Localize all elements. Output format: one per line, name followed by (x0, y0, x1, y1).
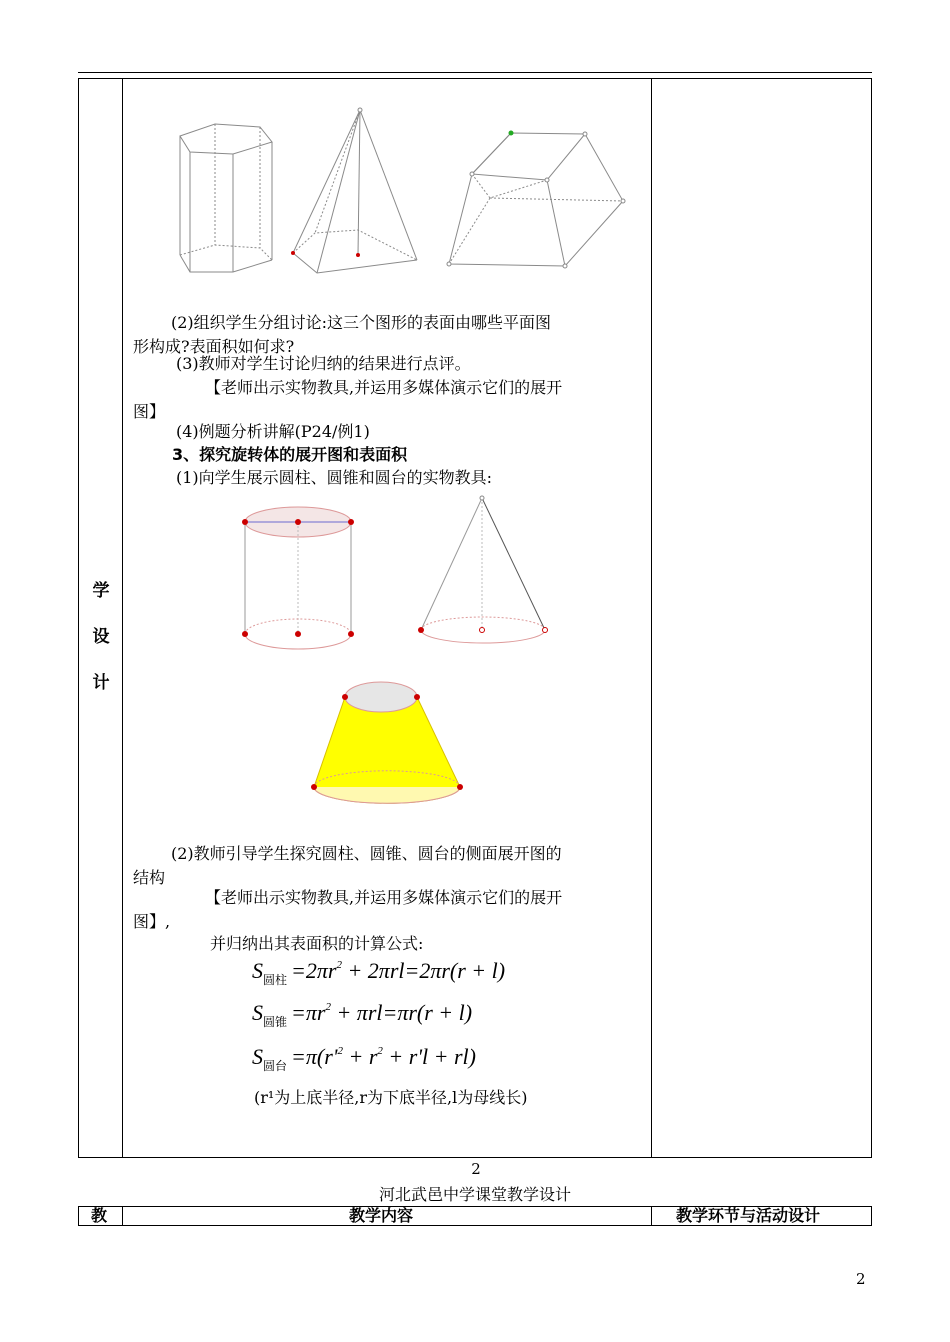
top-rule (78, 72, 872, 73)
next-table-header (78, 1206, 872, 1226)
side-label-char-2: 设 (92, 627, 110, 647)
section-heading-3: 3、探究旋转体的展开图和表面积 (172, 445, 408, 464)
side-label-char-3: 计 (92, 673, 110, 693)
hexagonal-prism (180, 124, 272, 272)
cone (418, 496, 548, 643)
col-divider-left (122, 78, 123, 1158)
paragraph-formula-intro: 并归纳出其表面积的计算公式: (210, 934, 424, 953)
frustum-of-pyramid (447, 131, 625, 269)
formula-frustum-area: $S_{圆台} =\pi(r'^2 + r^2 + r'l + rl)$ (252, 1044, 476, 1073)
school-title: 河北武邑中学课堂教学设计 (378, 1185, 571, 1204)
page-number-center: 2 (471, 1160, 481, 1178)
formula-cone-subscript: 圆锥 (263, 1015, 288, 1029)
page-number-corner: 2 (856, 1270, 866, 1288)
formula-cylinder-area: $S_{圆柱} =2\pi r^2 + 2\pi rl=2\pi r(r + l)$ (252, 958, 506, 987)
paragraph-group-discussion: (2)组织学生分组讨论:这三个图形的表面由哪些平面图 形构成?表面积如何求? (133, 313, 552, 356)
header-col-teaching-content: 教学内容 (349, 1206, 414, 1225)
paragraph-teaching-aid-2: 【老师出示实物教具,并运用多媒体演示它们的展开 图】, (133, 888, 563, 931)
polyhedra-figure (125, 100, 645, 285)
header-col-activity-design: 教学环节与活动设计 (676, 1206, 821, 1225)
pentagonal-pyramid (291, 108, 417, 273)
col-divider-right (651, 78, 652, 1158)
paragraph-show-solids: (1)向学生展示圆柱、圆锥和圆台的实物教具: (176, 468, 493, 487)
paragraph-example: (4)例题分析讲解(P24/例1) (176, 422, 370, 441)
formula-cone-area: $S_{圆锥} =\pi r^2 + \pi rl=\pi r(r + l)$ (252, 1000, 473, 1029)
solids-of-revolution-figure (238, 492, 558, 832)
formula-frustum-subscript: 圆台 (263, 1059, 288, 1073)
header-col-1: 教 (91, 1206, 108, 1225)
formula-note: (r¹为上底半径,r为下底半径,l为母线长) (254, 1088, 528, 1107)
paragraph-teaching-aid: 【老师出示实物教具,并运用多媒体演示它们的展开 图】 (133, 378, 563, 421)
formula-cylinder-subscript: 圆柱 (263, 973, 288, 987)
cylinder (242, 507, 354, 649)
frustum-of-cone (311, 682, 463, 803)
side-label-char-1: 学 (92, 581, 110, 601)
hdr-divider-left (122, 1207, 123, 1225)
paragraph-guide-explore: (2)教师引导学生探究圆柱、圆锥、圆台的侧面展开图的 结构 (133, 844, 562, 887)
paragraph-teacher-comment: (3)教师对学生讨论归纳的结果进行点评。 (176, 354, 471, 373)
hdr-divider-right (651, 1207, 652, 1225)
